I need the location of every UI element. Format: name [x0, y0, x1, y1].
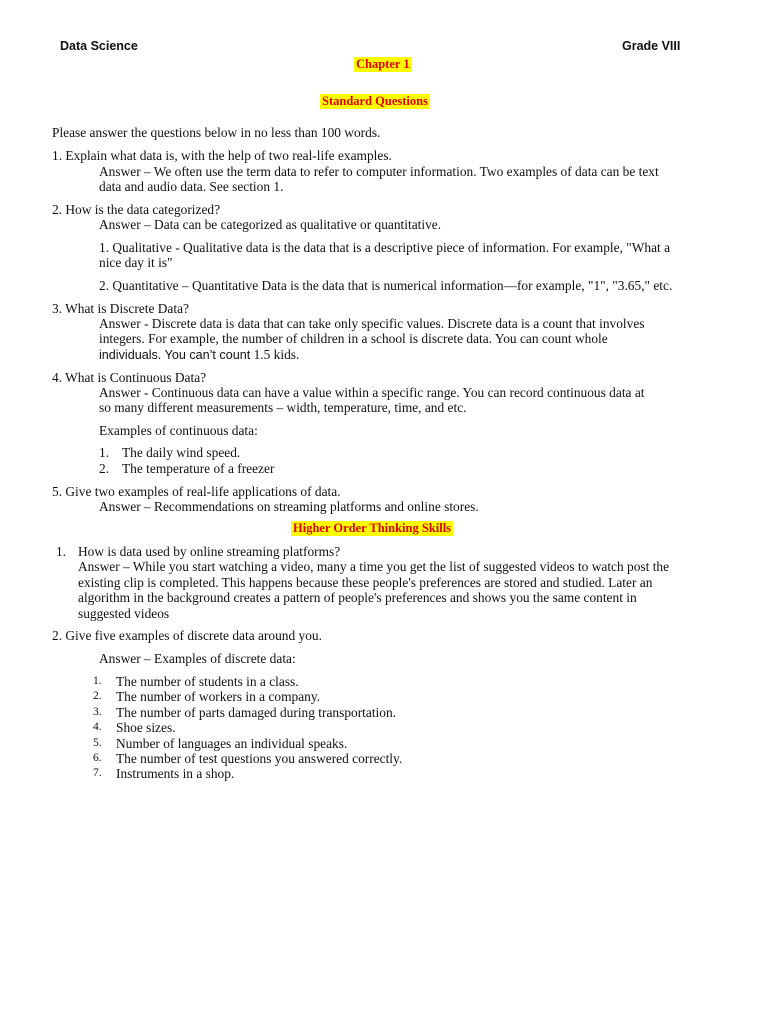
q4-answer-line-2: so many different measurements – width, temperature, time, and etc. [99, 400, 467, 415]
h1-answer-line-2: existing clip is completed. This happens because these people's preferences are stored and studied. Later an [78, 575, 653, 590]
q4-example-number-1: 1. [99, 445, 110, 460]
q4-example-2: The temperature of a freezer [122, 461, 275, 476]
q4-example-1: The daily wind speed. [122, 445, 241, 460]
q2-qualitative-line-2: nice day it is" [99, 255, 173, 270]
h2-example-4: Shoe sizes. [116, 720, 176, 735]
h2-example-number-1: 1. [93, 675, 102, 687]
q4-examples-label: Examples of continuous data: [99, 423, 258, 438]
q5-answer: Answer – Recommendations on streaming platforms and online stores. [99, 499, 479, 514]
h1-answer-line-4: suggested videos [78, 606, 170, 621]
hots-title: Higher Order Thinking Skills [293, 521, 452, 535]
h1-answer-line-3: algorithm in the background creates a pattern of people's preferences and shows you the same content in [78, 590, 637, 605]
q3-answer-line-3 [99, 347, 299, 363]
h2-example-number-3: 3. [93, 706, 102, 718]
header-subject: Data Science [60, 39, 138, 53]
q3-answer-sans-part: individuals. You can’t count [99, 348, 251, 362]
q3-answer-serif-part: 1.5 kids. [250, 347, 300, 362]
h2-answer: Answer – Examples of discrete data: [99, 651, 296, 666]
h2-example-1: The number of students in a class. [116, 674, 299, 689]
h2-example-2: The number of workers in a company. [116, 689, 321, 704]
h1-question: How is data used by online streaming platforms? [78, 544, 341, 559]
section-title: Standard Questions [322, 94, 428, 108]
q3-answer-line-1: Answer - Discrete data is data that can take only specific values. Discrete data is a count that involves [99, 316, 645, 331]
q5-question: 5. Give two examples of real-life applications of data. [52, 484, 341, 499]
q3-answer-line-2: integers. For example, the number of children in a school is discrete data. You can count whole [99, 331, 608, 346]
h2-example-number-6: 6. [93, 752, 102, 764]
h2-example-6: The number of test questions you answered correctly. [116, 751, 403, 766]
instruction: Please answer the questions below in no less than 100 words. [52, 125, 381, 140]
h2-example-number-7: 7. [93, 767, 102, 779]
h2-question: 2. Give five examples of discrete data around you. [52, 628, 322, 643]
h2-example-number-5: 5. [93, 737, 102, 749]
q2-answer: Answer – Data can be categorized as qualitative or quantitative. [99, 217, 442, 232]
q1-question: 1. Explain what data is, with the help of two real-life examples. [52, 148, 392, 163]
h2-example-number-2: 2. [93, 690, 102, 702]
header-grade: Grade VIII [622, 39, 681, 53]
h2-example-3: The number of parts damaged during transportation. [116, 705, 397, 720]
h2-example-7: Instruments in a shop. [116, 766, 235, 781]
q4-question: 4. What is Continuous Data? [52, 370, 207, 385]
h1-number: 1. [56, 544, 67, 559]
q1-answer-line-1: Answer – We often use the term data to refer to computer information. Two examples of data can be text [99, 164, 659, 179]
q1-answer-line-2: data and audio data. See section 1. [99, 179, 284, 194]
h2-example-5: Number of languages an individual speaks. [116, 736, 348, 751]
h1-answer-line-1: Answer – While you start watching a video, many a time you get the list of suggested videos to watch post the [78, 559, 670, 574]
q2-question: 2. How is the data categorized? [52, 202, 221, 217]
chapter-title: Chapter 1 [356, 57, 410, 71]
q2-quantitative: 2. Quantitative – Quantitative Data is the data that is numerical information—for example, "1", "3.65," etc. [99, 278, 673, 293]
q2-qualitative-line-1: 1. Qualitative - Qualitative data is the data that is a descriptive piece of information. For example, "What a [99, 240, 671, 255]
q4-example-number-2: 2. [99, 461, 110, 476]
q3-question: 3. What is Discrete Data? [52, 301, 189, 316]
q4-answer-line-1: Answer - Continuous data can have a value within a specific range. You can record continuous data at [99, 385, 645, 400]
h2-example-number-4: 4. [93, 721, 102, 733]
